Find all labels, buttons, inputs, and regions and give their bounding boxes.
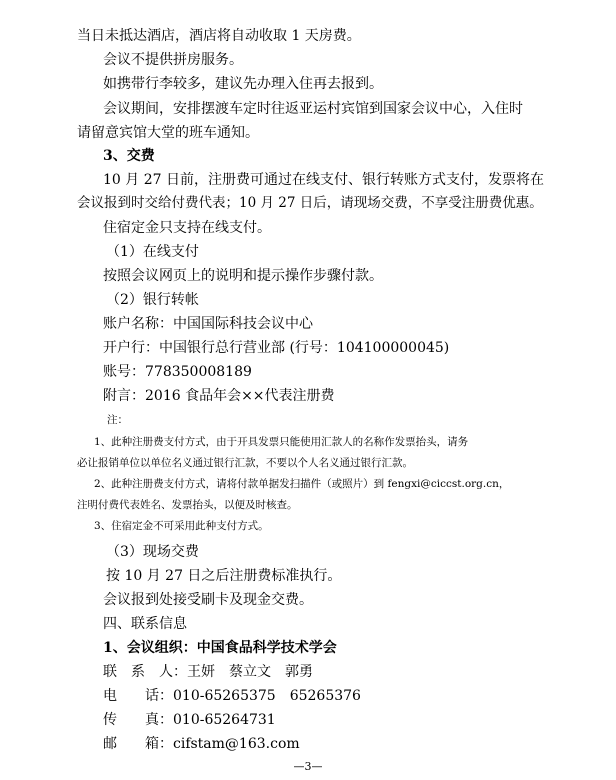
text-line: 开户行：中国银行总行营业部 (行号：104100000045) [103, 340, 450, 356]
note-line: 必让报销单位以单位名义通过银行汇款，不要以个人名义通过银行汇款。 [77, 457, 413, 469]
text-line: 住宿定金只支持在线支付。 [103, 220, 271, 236]
text-line: 会议报到时交给付费代表；10 月 27 日后，请现场交费，不享受注册费优惠。 [77, 195, 543, 211]
subsection-heading: （1）在线支付 [106, 244, 199, 260]
subsection-heading: （2）银行转帐 [106, 292, 199, 308]
note-line: 2、此种注册费支付方式，请将付款单据发扫描件（或照片）到 fengxi@ciccst.org.cn， [94, 478, 510, 490]
text-line: 附言：2016 食品年会××代表注册费 [103, 388, 335, 404]
contact-value: 010-65264731 [173, 712, 276, 728]
contact-value: cifstam@163.com [173, 736, 300, 752]
contact-row [103, 686, 361, 706]
subsection-heading: 1、会议组织：中国食品科学技术学会 [103, 640, 337, 656]
text-line: 10 月 27 日前，注册费可通过在线支付、银行转账方式支付，发票将在 [103, 172, 544, 188]
text-line: 会议不提供拼房服务。 [103, 52, 243, 68]
text-line: 会议期间，安排摆渡车定时往返亚运村宾馆到国家会议中心，入住时 [103, 101, 523, 117]
contact-value: 010-65265375 65265376 [173, 688, 361, 704]
text-line: 按照会议网页上的说明和提示操作步骤付款。 [103, 268, 383, 284]
subsection-heading: （3）现场交费 [106, 544, 199, 560]
contact-row [103, 710, 276, 730]
text-line: 请留意宾馆大堂的班车通知。 [77, 125, 259, 141]
contact-row [103, 734, 300, 754]
contact-label: 传 真： [103, 712, 173, 728]
page-number: —3— [293, 760, 323, 773]
note-line: 注明付费代表姓名、发票抬头，以便及时核查。 [77, 499, 298, 511]
text-line: 账号：778350008189 [103, 364, 252, 380]
contact-label: 联 系 人： [103, 664, 187, 680]
contact-row [103, 662, 313, 682]
section-heading: 四、联系信息 [103, 616, 187, 632]
section-heading: 3、交费 [103, 148, 155, 164]
text-line: 如携带行李较多，建议先办理入住再去报到。 [103, 76, 383, 92]
note-line: 1、此种注册费支付方式，由于开具发票只能使用汇款人的名称作发票抬头，请务 [94, 436, 469, 448]
contact-label: 邮 箱： [103, 736, 173, 752]
text-line: 当日未抵达酒店，酒店将自动收取 1 天房费。 [77, 28, 361, 44]
note-line: 3、住宿定金不可采用此种支付方式。 [94, 520, 269, 532]
text-line: 账户名称：中国国际科技会议中心 [103, 316, 313, 332]
text-line: 会议报到处接受刷卡及现金交费。 [103, 592, 313, 608]
text-line: 按 10 月 27 日之后注册费标准执行。 [106, 568, 342, 584]
note-label: 注： [107, 414, 128, 426]
contact-label: 电 话： [103, 688, 173, 704]
contact-value: 王妍 蔡立文 郭勇 [187, 664, 313, 680]
